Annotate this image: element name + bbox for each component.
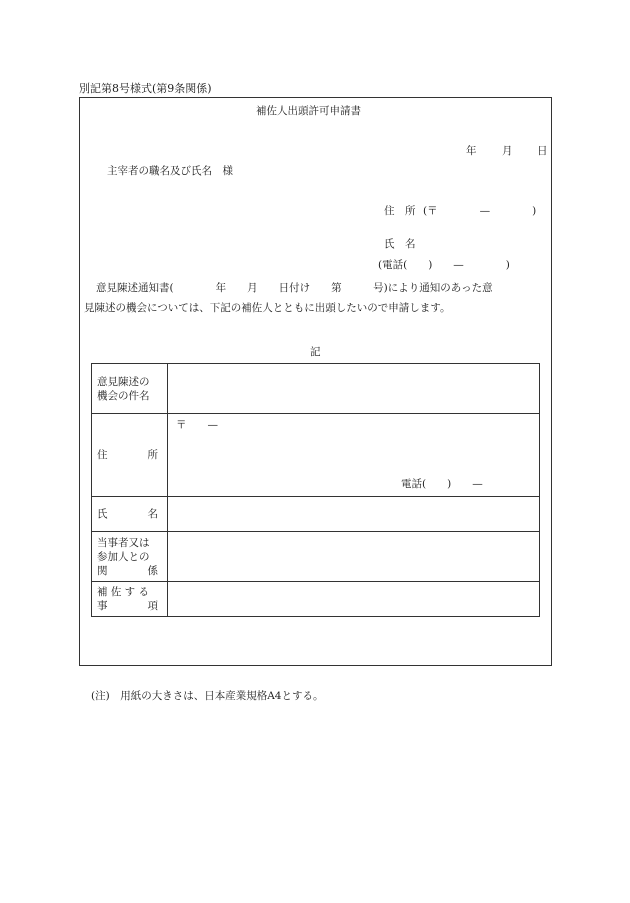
body-text-line-1: 意見陳述通知書( 年 月 日付け 第 号)により通知のあった意	[96, 282, 493, 294]
label-assist-matters	[92, 582, 168, 617]
table-row	[92, 364, 540, 414]
date-month-label: 月	[502, 145, 513, 157]
footnote: (注) 用紙の大きさは、日本産業規格A4とする。	[91, 690, 324, 702]
label-line: 当事者又は	[97, 536, 150, 549]
table-row	[92, 414, 540, 497]
applicant-phone: (電話( ) — )	[378, 259, 510, 271]
form-title: 補佐人出頭許可申請書	[256, 105, 361, 117]
label-line: 参加人との	[97, 550, 150, 563]
label-char: 名	[147, 508, 158, 520]
applicant-address-value: (〒 — )	[423, 205, 537, 217]
address-field[interactable]	[168, 414, 540, 497]
label-address	[92, 414, 168, 497]
date-year-label: 年	[466, 145, 477, 157]
postal-code-text: 〒 —	[176, 419, 218, 431]
assistant-info-table	[91, 363, 540, 617]
ki-heading: 記	[310, 346, 321, 358]
label-relationship	[92, 532, 168, 582]
case-name-field[interactable]	[168, 364, 540, 414]
assist-matters-field[interactable]	[168, 582, 540, 617]
label-char: 氏	[97, 508, 108, 520]
label-line: 意見陳述の	[97, 375, 150, 388]
body-text-line-2: 見陳述の機会については、下記の補佐人とともに出頭したいので申請します。	[84, 302, 451, 314]
phone-text: 電話( ) —	[401, 478, 483, 490]
label-case-name	[92, 364, 168, 414]
name-field[interactable]	[168, 497, 540, 532]
label-char: 住	[97, 449, 108, 461]
applicant-name-label: 氏 名	[384, 238, 416, 250]
date-day-label: 日	[537, 145, 548, 157]
label-char: 事	[97, 600, 108, 612]
label-char: 関	[97, 564, 108, 577]
label-name	[92, 497, 168, 532]
table-row	[92, 497, 540, 532]
table-row	[92, 582, 540, 617]
label-line: 機会の件名	[97, 389, 150, 402]
relationship-field[interactable]	[168, 532, 540, 582]
label-char: 係	[147, 564, 158, 577]
applicant-address-label: 住 所	[384, 205, 416, 217]
table-row	[92, 532, 540, 582]
label-char: 項	[147, 600, 158, 612]
label-char: 所	[147, 449, 158, 461]
form-number-label: 別記第8号様式(第9条関係)	[79, 82, 212, 95]
addressee-line: 主宰者の職名及び氏名 様	[107, 165, 233, 177]
label-line: 補 佐 す る	[97, 586, 150, 598]
